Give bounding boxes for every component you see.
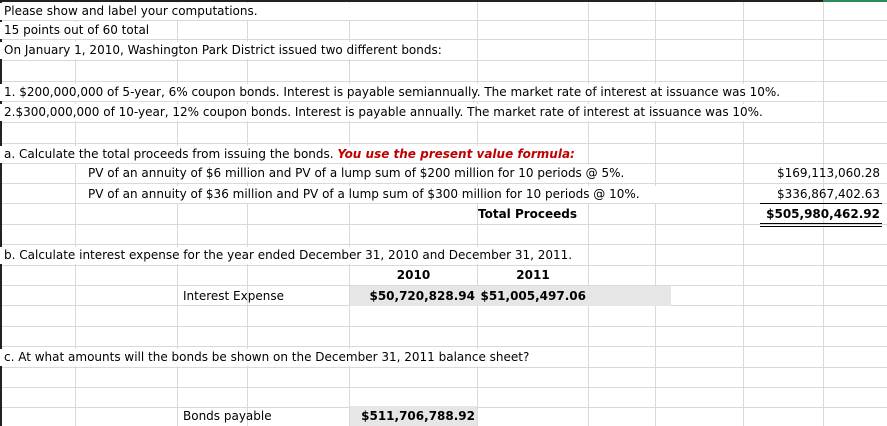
part-a-question: [4, 146, 575, 163]
bond-2-description: 2.$300,000,000 of 10-year, 12% coupon bonds. Interest is payable annually. The market rate of interest at issuance was 10%.: [4, 105, 763, 119]
year-2010-header: 2010: [396, 268, 431, 282]
interest-expense-2010[interactable]: $50,720,828.94: [369, 289, 475, 303]
interest-expense-label: Interest Expense: [183, 289, 284, 303]
total-double-underline-1: [760, 223, 882, 224]
total-proceeds-label: Total Proceeds: [478, 207, 578, 221]
intro-text: On January 1, 2010, Washington Park District issued two different bonds:: [4, 43, 442, 57]
bonds-payable-value[interactable]: $511,706,788.92: [361, 409, 475, 423]
part-a-line1-label: PV of an annuity of $6 million and PV of a lump sum of $200 million for 10 periods @ 5%.: [88, 166, 625, 180]
total-double-underline-2: [760, 226, 882, 227]
sum-underline: [760, 203, 882, 204]
part-a-line1-value[interactable]: $169,113,060.28: [776, 166, 880, 180]
bond-1-description: 1. $200,000,000 of 5-year, 6% coupon bonds. Interest is payable semiannually. The market rate of interest at issuance was 10%.: [4, 85, 781, 99]
points-text: 15 points out of 60 total: [4, 23, 150, 37]
part-b-question: b. Calculate interest expense for the year ended December 31, 2010 and December 31, 2011.: [4, 248, 573, 262]
bonds-payable-label: Bonds payable: [183, 409, 272, 423]
selected-cell-marker: [823, 0, 887, 2]
interest-expense-2011[interactable]: $51,005,497.06: [480, 289, 586, 303]
part-a-note: You use the present value formula:: [337, 147, 575, 161]
year-2011-header: 2011: [516, 268, 550, 282]
part-a-question-text: a. Calculate the total proceeds from issuing the bonds.: [4, 147, 334, 161]
total-proceeds-value[interactable]: $505,980,462.92: [766, 207, 880, 221]
part-a-line2-label: PV of an annuity of $36 million and PV of a lump sum of $300 million for 10 periods @ 10%.: [88, 187, 640, 201]
part-c-question: c. At what amounts will the bonds be shown on the December 31, 2011 balance sheet?: [4, 350, 530, 364]
part-a-line2-value[interactable]: $336,867,402.63: [776, 187, 880, 201]
instruction-text: Please show and label your computations.: [4, 4, 258, 18]
